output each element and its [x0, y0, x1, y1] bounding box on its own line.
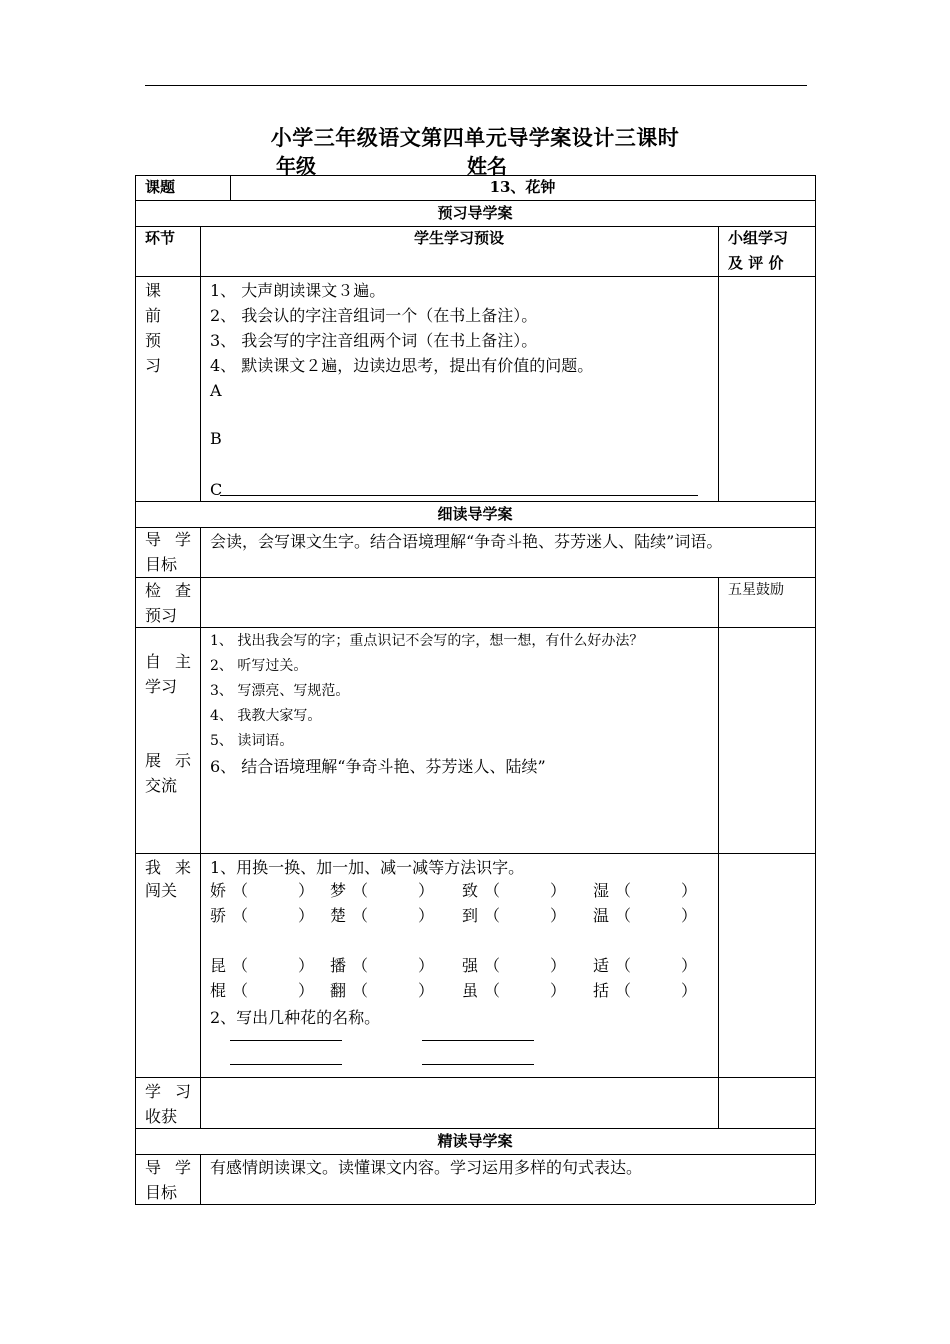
- answer-paren-close: ）: [418, 956, 435, 975]
- answer-label-a: A: [210, 381, 222, 400]
- pre-study-label-1: 课: [145, 281, 162, 300]
- answer-paren-open[interactable]: （: [232, 956, 249, 975]
- challenge-char: 到: [462, 906, 479, 925]
- challenge-q1: 1、用换一换、加一加、减一减等方法识字。: [210, 858, 525, 877]
- answer-line-c[interactable]: [220, 495, 698, 496]
- answer-paren-open[interactable]: （: [484, 981, 501, 1000]
- challenge-q2: 2、写出几种花的名称。: [210, 1008, 381, 1027]
- challenge-char: 强: [462, 956, 479, 975]
- pre-study-item: 4、 默读课文２遍，边读边思考，提出有价值的问题。: [210, 356, 594, 375]
- harvest-label-1: 学: [145, 1082, 162, 1101]
- check-label-1: 检: [145, 581, 162, 600]
- self-item: 4、 我教大家写。: [210, 708, 322, 724]
- pre-study-label-4: 习: [145, 356, 162, 375]
- answer-paren-open[interactable]: （: [615, 981, 632, 1000]
- show-label-2: 示: [174, 751, 191, 770]
- self-item: 6、 结合语境理解“争奇斗艳、芬芳迷人、陆续”: [210, 757, 546, 776]
- answer-paren-close: ）: [298, 881, 315, 900]
- answer-paren-close: ）: [418, 881, 435, 900]
- harvest-label-3: 收获: [145, 1107, 178, 1126]
- challenge-char: 棍: [210, 981, 227, 1000]
- column-student: 学生学习预设: [413, 229, 504, 247]
- challenge-char: 骄: [210, 906, 227, 925]
- answer-paren-close: ）: [681, 981, 698, 1000]
- goal-label-1: 导: [145, 530, 162, 549]
- challenge-char: 娇: [210, 881, 227, 900]
- goal2-label-3: 目标: [145, 1183, 178, 1202]
- flower-name-line[interactable]: [230, 1040, 342, 1041]
- challenge-char: 翻: [330, 981, 347, 1000]
- lesson-label: 课题: [145, 178, 176, 196]
- page-title: 小学三年级语文第四单元导学案设计三课时: [270, 125, 680, 150]
- challenge-char: 昆: [210, 956, 227, 975]
- challenge-label-3: 闯关: [145, 881, 178, 900]
- check-label-3: 预习: [145, 606, 178, 625]
- challenge-char: 梦: [330, 881, 347, 900]
- answer-paren-open[interactable]: （: [352, 881, 369, 900]
- answer-paren-open[interactable]: （: [615, 881, 632, 900]
- answer-paren-close: ）: [298, 906, 315, 925]
- challenge-char: 括: [593, 981, 610, 1000]
- challenge-char: 湿: [593, 881, 610, 900]
- challenge-char: 虽: [462, 981, 479, 1000]
- answer-paren-open[interactable]: （: [232, 881, 249, 900]
- challenge-char: 温: [593, 906, 610, 925]
- answer-paren-open[interactable]: （: [615, 906, 632, 925]
- answer-paren-close: ）: [298, 956, 315, 975]
- flower-name-line[interactable]: [422, 1040, 534, 1041]
- answer-label-c: C: [210, 480, 223, 499]
- self-label-2: 主: [174, 652, 191, 671]
- self-label-1: 自: [145, 652, 162, 671]
- challenge-char: 适: [593, 956, 610, 975]
- show-label-3: 交流: [145, 776, 178, 795]
- pre-study-item: 3、 我会写的字注音组两个词（在书上备注）。: [210, 331, 538, 350]
- self-item: 3、 写漂亮、写规范。: [210, 683, 350, 699]
- goal2-label-1: 导: [145, 1158, 162, 1177]
- check-eval: 五星鼓励: [728, 582, 784, 598]
- answer-paren-close: ）: [550, 981, 567, 1000]
- answer-paren-open[interactable]: （: [232, 906, 249, 925]
- self-item: 1、 找出我会写的字；重点识记不会写的字，想一想，有什么好办法？: [210, 633, 644, 649]
- answer-paren-open[interactable]: （: [484, 956, 501, 975]
- self-item: 2、 听写过关。: [210, 658, 308, 674]
- answer-paren-close: ）: [681, 906, 698, 925]
- answer-paren-close: ）: [681, 881, 698, 900]
- answer-paren-close: ）: [418, 906, 435, 925]
- challenge-label-1: 我: [145, 858, 162, 877]
- challenge-char: 播: [330, 956, 347, 975]
- flower-name-line[interactable]: [230, 1064, 342, 1065]
- check-label-2: 查: [174, 581, 191, 600]
- goal-text: 会读，会写课文生字。结合语境理解“争奇斗艳、芬芳迷人、陆续”词语。: [210, 532, 723, 551]
- answer-paren-close: ）: [681, 956, 698, 975]
- self-item: 5、 读词语。: [210, 733, 294, 749]
- answer-paren-close: ）: [418, 981, 435, 1000]
- section-preview: 预习导学案: [437, 204, 513, 222]
- show-label-1: 展: [145, 751, 162, 770]
- flower-name-line[interactable]: [422, 1064, 534, 1065]
- section-intensive: 精读导学案: [437, 1132, 513, 1150]
- column-group: 小组学习: [728, 229, 789, 247]
- pre-study-label-2: 前: [145, 306, 162, 325]
- answer-paren-open[interactable]: （: [352, 981, 369, 1000]
- challenge-label-2: 来: [174, 858, 191, 877]
- grade-label: 年级: [276, 154, 316, 178]
- pre-study-label-3: 预: [145, 331, 162, 350]
- answer-paren-close: ）: [550, 906, 567, 925]
- challenge-char: 楚: [330, 906, 347, 925]
- answer-paren-open[interactable]: （: [352, 956, 369, 975]
- goal-label-3: 目标: [145, 555, 178, 574]
- lesson-title: 13、花钟: [489, 178, 556, 196]
- answer-paren-close: ）: [298, 981, 315, 1000]
- goal-label-2: 学: [174, 530, 191, 549]
- answer-paren-open[interactable]: （: [484, 906, 501, 925]
- name-label: 姓名: [467, 154, 507, 178]
- pre-study-item: 1、 大声朗读课文３遍。: [210, 281, 386, 300]
- column-eval: 及 评 价: [728, 254, 784, 272]
- self-label-3: 学习: [145, 677, 178, 696]
- column-stage: 环节: [145, 229, 176, 247]
- answer-paren-close: ）: [550, 881, 567, 900]
- goal2-text: 有感情朗读课文。读懂课文内容。学习运用多样的句式表达。: [210, 1158, 643, 1177]
- answer-paren-open[interactable]: （: [615, 956, 632, 975]
- goal2-label-2: 学: [174, 1158, 191, 1177]
- answer-paren-open[interactable]: （: [352, 906, 369, 925]
- answer-paren-open[interactable]: （: [484, 881, 501, 900]
- answer-label-b: B: [210, 429, 222, 448]
- pre-study-item: 2、 我会认的字注音组词一个（在书上备注）。: [210, 306, 538, 325]
- harvest-label-2: 习: [174, 1082, 191, 1101]
- header-rule: [145, 85, 807, 86]
- answer-paren-close: ）: [550, 956, 567, 975]
- answer-paren-open[interactable]: （: [232, 981, 249, 1000]
- challenge-char: 致: [462, 881, 479, 900]
- section-detail: 细读导学案: [437, 505, 513, 523]
